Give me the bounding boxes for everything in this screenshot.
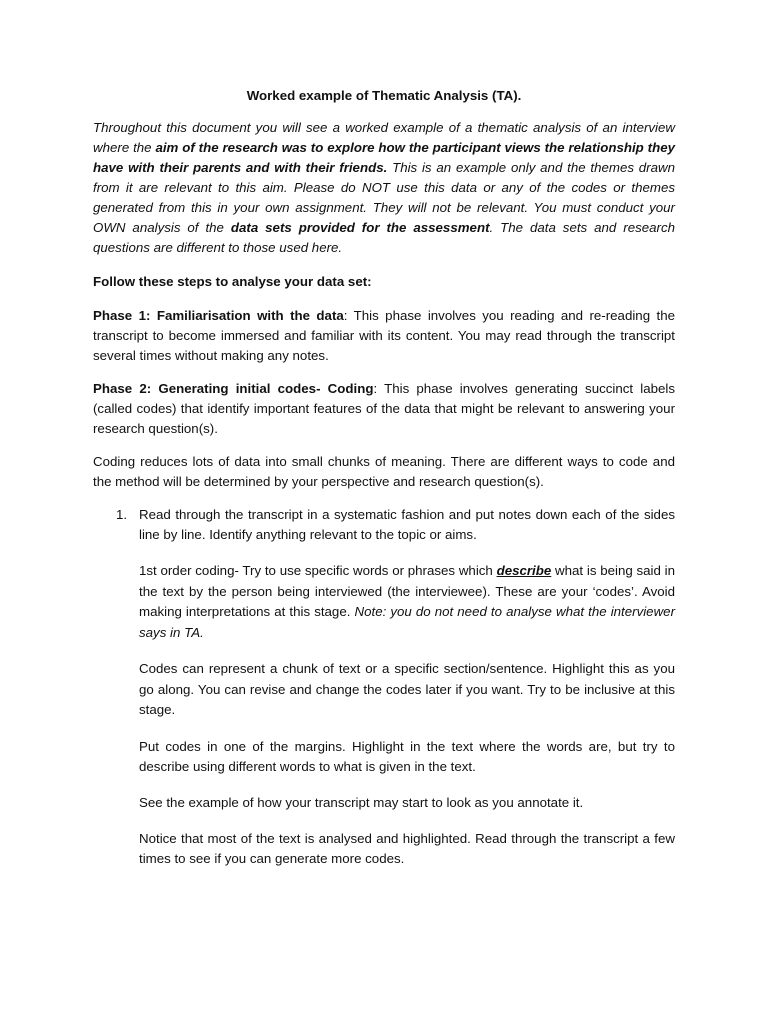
phase-2-text: : This phase involves generating succinct labels (called codes) that identify important features of the data that might be relevant to answering your research question(s). [93, 381, 676, 436]
document-title: Worked example of Thematic Analysis (TA). [246, 88, 522, 103]
numbered-list [93, 505, 675, 870]
steps-heading: Follow these steps to analyse your data set: [93, 274, 372, 289]
intro-data-sets: data sets provided for the assessment [230, 220, 490, 235]
phase-2-label: Phase 2: Generating initial codes- Coding [93, 381, 374, 396]
list-item-read-transcript: Read through the transcript in a systematic fashion and put notes down each of the sides line by line. Identify anything relevant to the topic or aims. [139, 507, 675, 542]
codes-represent-paragraph: Codes can represent a chunk of text or a specific section/sentence. Highlight this as you go along. You can revise and change the codes later if you want. Try to be inclusive at this stage. [139, 661, 675, 717]
intro-research-aim: aim of the research was to explore how the participant views the relationship they have with their parents and with their friends. [93, 140, 675, 175]
first-order-note: Note: you do not need to analyse what the interviewer says in TA. [139, 604, 676, 640]
phase-1-label: Phase 1: Familiarisation with the data [93, 308, 344, 323]
list-number: 1. [116, 507, 128, 522]
put-codes-paragraph: Put codes in one of the margins. Highlight in the text where the words are, but try to describe using different words to what is given in the text. [139, 738, 675, 774]
intro-text-2: This is an example only and the themes drawn from it are relevant to this aim. Please do NOT use this data or any of the codes or themes generated from this in your own assignment. They will not be relevant. You must conduct your OWN analysis of the [93, 160, 676, 235]
phase-1-paragraph [93, 306, 675, 366]
intro-text-1: Throughout this document you will see a worked example of a thematic analysis of an interview where the [93, 120, 675, 155]
intro-paragraph [93, 118, 675, 258]
notice-paragraph: Notice that most of the text is analysed and highlighted. Read through the transcript a few times to see if you can generate more codes. [139, 830, 675, 866]
see-example-paragraph: See the example of how your transcript may start to look as you annotate it. [139, 794, 584, 810]
phase-2-paragraph [93, 379, 675, 439]
first-order-text-2: what is being said in the text by the person being interviewed (the interviewee). These are your ‘codes’. Avoid making interpretations at this stage. [139, 563, 675, 619]
first-order-text-1: 1st order coding- Try to use specific words or phrases which [139, 563, 497, 578]
intro-text-3: . The data sets and research questions are different to those used here. [93, 220, 675, 255]
coding-paragraph: Coding reduces lots of data into small chunks of meaning. There are different ways to code and the method will be determined by your perspective and research question(s). [93, 454, 675, 489]
document-body [93, 86, 675, 886]
phase-1-text: : This phase involves you reading and re-reading the transcript to become immersed and familiar with its content. You may read through the transcript several times without making any notes. [93, 308, 675, 363]
first-order-coding-paragraph [139, 561, 675, 643]
describe-keyword: describe [496, 563, 552, 578]
